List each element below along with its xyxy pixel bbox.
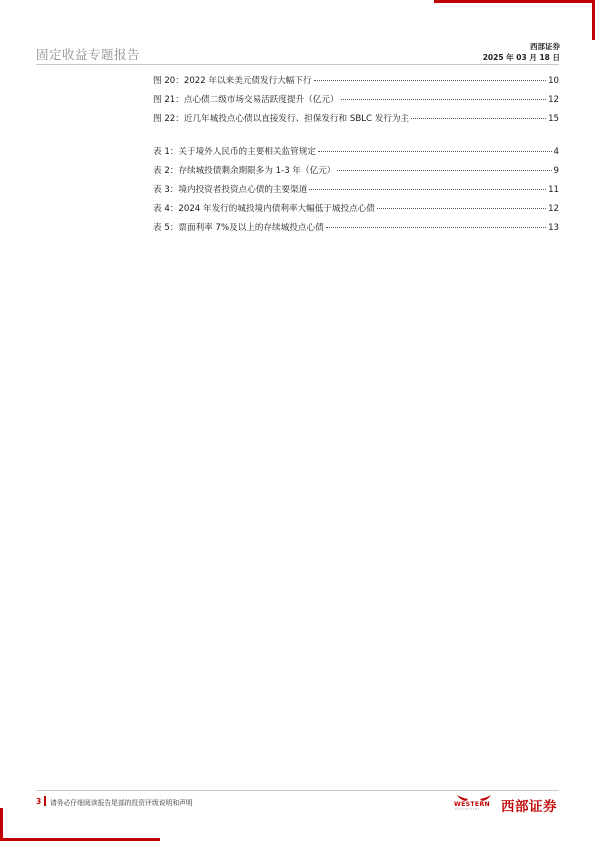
tables-toc (153, 145, 559, 240)
page-number: 3 (36, 797, 42, 806)
toc-dot-leader (314, 80, 546, 81)
toc-entry-page: 10 (548, 76, 559, 86)
report-type: 固定收益专题报告 (36, 47, 141, 62)
toc-dot-leader (341, 99, 547, 100)
page-number-separator (44, 796, 46, 806)
toc-entry[interactable] (153, 164, 559, 183)
toc-entry[interactable] (153, 221, 559, 240)
logo-subtext: SECURITIES (455, 808, 481, 811)
toc-dot-leader (337, 170, 551, 171)
logo-wordmark: WESTERN (454, 801, 490, 808)
toc-entry-page: 12 (548, 204, 559, 214)
toc-entry[interactable] (153, 145, 559, 164)
corner-accent-bottom-vertical (0, 808, 3, 841)
toc-dot-leader (411, 118, 546, 119)
toc-entry-title: 表 4：2024 年发行的城投境内债利率大幅低于城投点心债 (153, 204, 375, 214)
toc-entry-title: 图 21：点心债二级市场交易活跃度提升（亿元） (153, 95, 339, 105)
toc-entry[interactable] (153, 93, 559, 112)
toc-entry-title: 表 3：境内投资者投资点心债的主要渠道 (153, 185, 308, 195)
figures-toc (153, 74, 559, 131)
company-name: 西部证券 (530, 42, 560, 51)
toc-dot-leader (377, 208, 546, 209)
toc-entry-title: 图 20：2022 年以来美元债发行大幅下行 (153, 76, 312, 86)
toc-entry[interactable] (153, 183, 559, 202)
toc-entry-page: 15 (548, 114, 559, 124)
toc-entry-page: 13 (548, 223, 559, 233)
footer-divider (36, 790, 559, 791)
toc-entry-page: 9 (553, 166, 559, 176)
toc-entry[interactable] (153, 112, 559, 131)
toc-entry-page: 4 (553, 147, 559, 157)
toc-entry-title: 表 1：关于境外人民币的主要相关监管规定 (153, 147, 316, 157)
corner-accent-top-horizontal (434, 0, 595, 3)
toc-entry-title: 表 5：票面利率 7%及以上的存续城投点心债 (153, 223, 324, 233)
toc-dot-leader (326, 227, 546, 228)
toc-dot-leader (318, 151, 552, 152)
logo-chinese-name: 西部证券 (501, 799, 557, 815)
report-date: 2025 年 03 月 18 日 (482, 53, 560, 62)
toc-entry[interactable] (153, 74, 559, 93)
toc-entry-title: 图 22：近几年城投点心债以直接发行、担保发行和 SBLC 发行为主 (153, 114, 410, 124)
toc-entry[interactable] (153, 202, 559, 221)
footer-disclaimer: 请务必仔细阅读报告尾部的投资评级说明和声明 (50, 799, 193, 807)
toc-entry-page: 12 (548, 95, 559, 105)
header-divider (36, 64, 559, 65)
toc-dot-leader (309, 189, 546, 190)
toc-entry-title: 表 2：存续城投债剩余期限多为 1-3 年（亿元） (153, 166, 336, 176)
toc-entry-page: 11 (548, 185, 559, 195)
company-logo (454, 794, 564, 814)
